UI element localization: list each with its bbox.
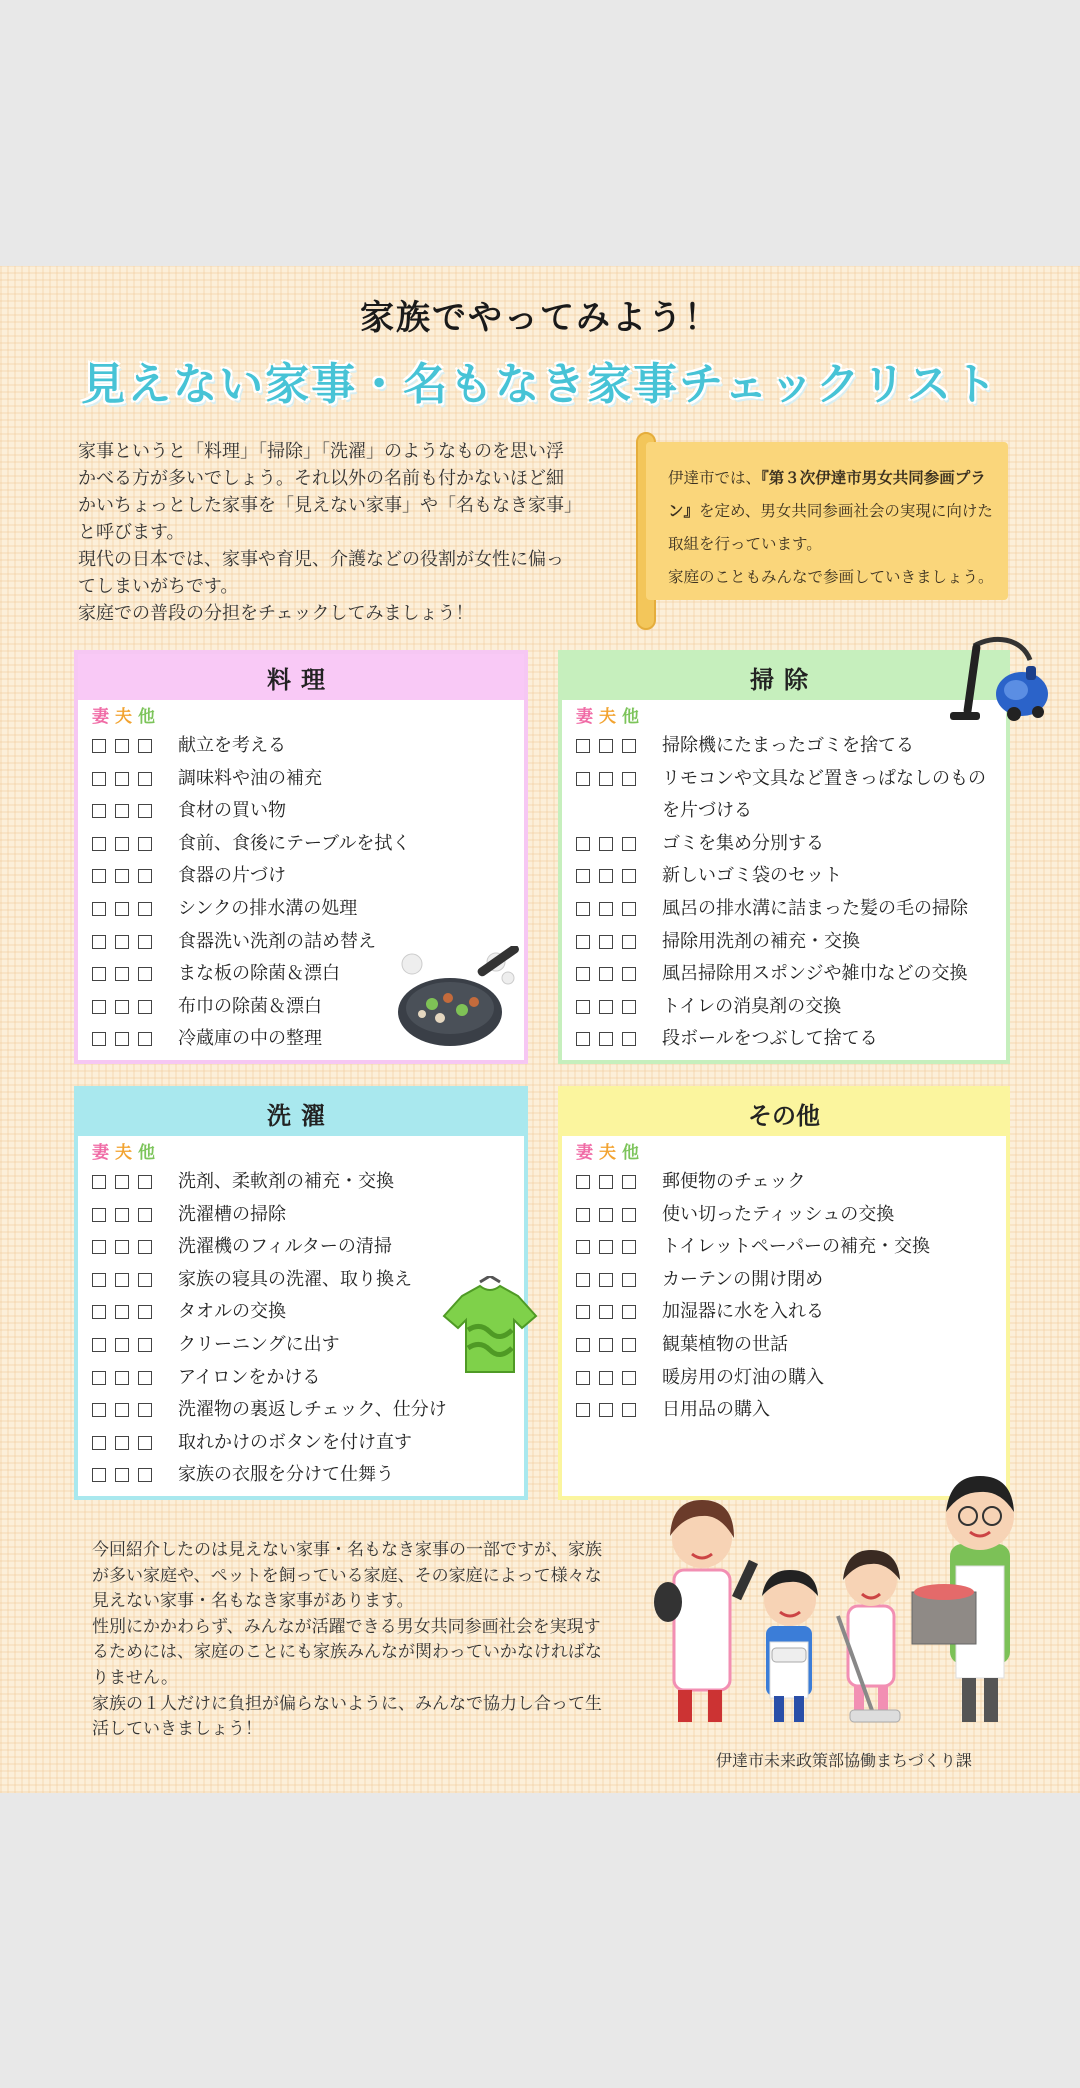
checkbox-husband[interactable] bbox=[599, 1403, 613, 1417]
checklist-item bbox=[576, 860, 1006, 893]
intro-paragraph: 現代の日本では、家事や育児、介護などの役割が女性に偏ってしまいがちです。 bbox=[78, 549, 564, 597]
checkbox-wife[interactable] bbox=[92, 1338, 106, 1352]
checkbox-husband[interactable] bbox=[115, 837, 129, 851]
checkbox-other[interactable] bbox=[138, 902, 152, 916]
checkbox-other[interactable] bbox=[138, 804, 152, 818]
legend-wife: 妻 bbox=[576, 707, 593, 727]
checkbox-group bbox=[576, 1166, 662, 1199]
checkbox-other[interactable] bbox=[622, 902, 636, 916]
checkbox-husband[interactable] bbox=[599, 869, 613, 883]
checkbox-group bbox=[92, 1231, 178, 1264]
checkbox-other[interactable] bbox=[138, 967, 152, 981]
checkbox-other[interactable] bbox=[138, 1240, 152, 1254]
checkbox-wife[interactable] bbox=[576, 1273, 590, 1287]
checkbox-other[interactable] bbox=[138, 1208, 152, 1222]
checkbox-group bbox=[92, 991, 178, 1024]
checkbox-other[interactable] bbox=[622, 837, 636, 851]
checkbox-husband[interactable] bbox=[115, 739, 129, 753]
checkbox-husband[interactable] bbox=[599, 739, 613, 753]
checkbox-wife[interactable] bbox=[576, 1000, 590, 1014]
checkbox-husband[interactable] bbox=[115, 1208, 129, 1222]
checkbox-wife[interactable] bbox=[576, 772, 590, 786]
checkbox-wife[interactable] bbox=[576, 902, 590, 916]
legend-husband: 夫 bbox=[599, 1143, 616, 1163]
checkbox-other[interactable] bbox=[622, 1338, 636, 1352]
checkbox-other[interactable] bbox=[622, 772, 636, 786]
checklist-item-label: 洗濯槽の掃除 bbox=[178, 1203, 286, 1225]
checklist-item-label: 観葉植物の世話 bbox=[662, 1333, 788, 1355]
checkbox-wife[interactable] bbox=[92, 1468, 106, 1482]
checkbox-other[interactable] bbox=[138, 1371, 152, 1385]
checklist-item-label: カーテンの開け閉め bbox=[662, 1268, 824, 1290]
checkbox-husband[interactable] bbox=[599, 1240, 613, 1254]
checkbox-husband[interactable] bbox=[115, 869, 129, 883]
legend-husband: 夫 bbox=[115, 1143, 132, 1163]
checkbox-group bbox=[92, 730, 178, 763]
checkbox-wife[interactable] bbox=[92, 804, 106, 818]
checkbox-other[interactable] bbox=[622, 1208, 636, 1222]
frying-pan-icon bbox=[392, 946, 524, 1052]
checklist bbox=[576, 730, 1006, 1056]
checklist-item-label: トイレットペーパーの補充・交換 bbox=[662, 1236, 931, 1258]
checklist-item-label: 段ボールをつぶして捨てる bbox=[662, 1028, 878, 1050]
checklist-item bbox=[92, 1427, 524, 1460]
checkbox-other[interactable] bbox=[138, 837, 152, 851]
checkbox-wife[interactable] bbox=[92, 837, 106, 851]
legend-husband: 夫 bbox=[599, 707, 616, 727]
checklist-item-label: 加湿器に水を入れる bbox=[662, 1301, 824, 1323]
closing-paragraph: 今回紹介したのは見えない家事・名もなき家事の一部ですが、家族が多い家庭や、ペットを飼っている家庭、その家庭によって様々な見えない家事・名もなき家事があります。 bbox=[92, 1540, 602, 1612]
checklist-item-label: 風呂の排水溝に詰まった髪の毛の掃除 bbox=[662, 897, 968, 919]
checklist-item-label: 献立を考える bbox=[178, 735, 286, 756]
checklist-item-label: 使い切ったティッシュの交換 bbox=[662, 1203, 895, 1225]
checkbox-other[interactable] bbox=[138, 1000, 152, 1014]
checklist-item bbox=[92, 860, 524, 893]
checkbox-wife[interactable] bbox=[576, 967, 590, 981]
closing-text bbox=[92, 1538, 612, 1743]
t-shirt-icon bbox=[440, 1276, 546, 1376]
checkbox-wife[interactable] bbox=[576, 869, 590, 883]
checkbox-wife[interactable] bbox=[92, 1273, 106, 1287]
checklist-item-label: アイロンをかける bbox=[178, 1366, 321, 1388]
checklist-item-label: シンクの排水溝の処理 bbox=[178, 897, 358, 919]
checklist-poster bbox=[0, 266, 1080, 1793]
checkbox-wife[interactable] bbox=[92, 1175, 106, 1189]
checklist-item-label: タオルの交換 bbox=[178, 1301, 286, 1323]
checkbox-group bbox=[576, 1231, 662, 1264]
scroll-line bbox=[668, 462, 994, 561]
checkbox-group bbox=[576, 763, 662, 828]
checkbox-group bbox=[576, 1023, 662, 1056]
checkbox-husband[interactable] bbox=[599, 902, 613, 916]
checklist-item bbox=[576, 1296, 1006, 1329]
checkbox-wife[interactable] bbox=[92, 1371, 106, 1385]
legend-wife: 妻 bbox=[92, 1143, 109, 1163]
checkbox-group bbox=[576, 1199, 662, 1232]
checkbox-other[interactable] bbox=[622, 1240, 636, 1254]
checkbox-group bbox=[92, 1023, 178, 1056]
checklist-item bbox=[92, 1199, 524, 1232]
checkbox-group bbox=[92, 1427, 178, 1460]
checkbox-group bbox=[92, 1394, 178, 1427]
checklist-item-label: 洗濯機のフィルターの清掃 bbox=[178, 1236, 392, 1258]
checkbox-husband[interactable] bbox=[115, 902, 129, 916]
poster-title: 見えない家事・名もなき家事チェックリスト bbox=[81, 359, 999, 410]
checklist-item bbox=[576, 763, 1006, 828]
checklist-item-label: 布巾の除菌＆漂白 bbox=[178, 995, 322, 1017]
checkbox-husband[interactable] bbox=[599, 1175, 613, 1189]
checkbox-other[interactable] bbox=[622, 1371, 636, 1385]
checkbox-wife[interactable] bbox=[576, 739, 590, 753]
checklist-item bbox=[92, 1166, 524, 1199]
checkbox-other[interactable] bbox=[138, 1305, 152, 1319]
checklist-item-label: クリーニングに出す bbox=[178, 1333, 340, 1355]
plan-name: 『第３次伊達市男女共同参画プラン』 bbox=[668, 469, 986, 520]
scroll-line: 家庭のこともみんなで参画していきましょう。 bbox=[668, 568, 994, 586]
member-legend bbox=[576, 702, 1006, 730]
checklist-item bbox=[92, 763, 524, 796]
scroll-text: を定め、男女共同参画社会の実現に向けた取組を行っています。 bbox=[668, 502, 993, 553]
section-title: 料理 bbox=[78, 654, 524, 700]
legend-husband: 夫 bbox=[115, 707, 132, 727]
checklist-item bbox=[576, 1023, 1006, 1056]
checkbox-other[interactable] bbox=[138, 1403, 152, 1417]
checkbox-husband[interactable] bbox=[115, 1403, 129, 1417]
legend-other: 他 bbox=[138, 707, 155, 727]
legend-other: 他 bbox=[138, 1143, 155, 1163]
checkbox-group bbox=[92, 795, 178, 828]
checkbox-group bbox=[576, 730, 662, 763]
checklist-item bbox=[92, 1231, 524, 1264]
checklist-item-label: 家族の寝具の洗濯、取り換え bbox=[178, 1268, 412, 1290]
checkbox-husband[interactable] bbox=[599, 1032, 613, 1046]
checkbox-wife[interactable] bbox=[576, 1032, 590, 1046]
checkbox-group bbox=[92, 1329, 178, 1362]
checklist-item bbox=[576, 730, 1006, 763]
checkbox-group bbox=[92, 1166, 178, 1199]
checkbox-group bbox=[576, 926, 662, 959]
checkbox-other[interactable] bbox=[138, 1338, 152, 1352]
checkbox-wife[interactable] bbox=[92, 1436, 106, 1450]
checklist-item-label: 食材の買い物 bbox=[178, 800, 286, 822]
member-legend bbox=[576, 1138, 1006, 1166]
checklist-item bbox=[576, 1329, 1006, 1362]
checklist-item-label: 調味料や油の補充 bbox=[178, 767, 322, 789]
checkbox-husband[interactable] bbox=[115, 1032, 129, 1046]
checkbox-husband[interactable] bbox=[115, 772, 129, 786]
checklist-item-label: 郵便物のチェック bbox=[662, 1171, 806, 1192]
checklist-item-label: 暖房用の灯油の購入 bbox=[662, 1366, 824, 1388]
checkbox-wife[interactable] bbox=[92, 739, 106, 753]
member-legend bbox=[92, 1138, 524, 1166]
checkbox-husband[interactable] bbox=[599, 967, 613, 981]
checklist-item-label: 取れかけのボタンを付け直す bbox=[178, 1431, 412, 1453]
checkbox-group bbox=[576, 860, 662, 893]
checklist-item-label: 掃除機にたまったゴミを捨てる bbox=[662, 735, 914, 756]
checklist-item bbox=[92, 828, 524, 861]
checkbox-wife[interactable] bbox=[576, 1371, 590, 1385]
checklist-item-label: ゴミを集め分別する bbox=[662, 832, 824, 854]
checklist-item bbox=[576, 1199, 1006, 1232]
legend-other: 他 bbox=[622, 707, 639, 727]
checklist-item-label: 食器の片づけ bbox=[178, 865, 286, 887]
checkbox-husband[interactable] bbox=[599, 1208, 613, 1222]
checkbox-group bbox=[92, 1296, 178, 1329]
checkbox-husband[interactable] bbox=[115, 1468, 129, 1482]
checklist-item-label: リモコンや文具など置きっぱなしのものを片づける bbox=[662, 767, 986, 822]
scroll-text: 伊達市では、 bbox=[668, 469, 762, 487]
checkbox-other[interactable] bbox=[622, 1000, 636, 1014]
intro-text bbox=[78, 438, 578, 627]
checkbox-husband[interactable] bbox=[599, 1338, 613, 1352]
section-title: 洗濯 bbox=[78, 1090, 524, 1136]
checkbox-other[interactable] bbox=[138, 1273, 152, 1287]
scroll-paper bbox=[646, 442, 1008, 600]
checkbox-other[interactable] bbox=[138, 935, 152, 949]
checklist-item bbox=[576, 991, 1006, 1024]
checkbox-group bbox=[92, 926, 178, 959]
checklist-item bbox=[576, 1166, 1006, 1199]
checkbox-wife[interactable] bbox=[576, 837, 590, 851]
intro-paragraph: 家庭での普段の分担をチェックしてみましょう！ bbox=[78, 603, 474, 624]
checkbox-husband[interactable] bbox=[599, 1273, 613, 1287]
checklist-item-label: 新しいゴミ袋のセット bbox=[662, 865, 842, 887]
checkbox-husband[interactable] bbox=[115, 1338, 129, 1352]
checkbox-other[interactable] bbox=[622, 869, 636, 883]
checkbox-wife[interactable] bbox=[576, 1338, 590, 1352]
info-scroll bbox=[628, 428, 1012, 628]
checkbox-other[interactable] bbox=[622, 1273, 636, 1287]
checkbox-husband[interactable] bbox=[115, 1273, 129, 1287]
checkbox-husband[interactable] bbox=[115, 804, 129, 818]
checkbox-other[interactable] bbox=[138, 1436, 152, 1450]
checkbox-wife[interactable] bbox=[92, 1240, 106, 1254]
checkbox-group bbox=[92, 893, 178, 926]
checkbox-other[interactable] bbox=[622, 739, 636, 753]
checkbox-wife[interactable] bbox=[92, 1032, 106, 1046]
checklist-item bbox=[576, 1264, 1006, 1297]
checkbox-other[interactable] bbox=[138, 739, 152, 753]
checkbox-wife[interactable] bbox=[92, 869, 106, 883]
checkbox-group bbox=[92, 1264, 178, 1297]
checkbox-group bbox=[576, 1329, 662, 1362]
checkbox-group bbox=[92, 1199, 178, 1232]
member-legend bbox=[92, 702, 524, 730]
checkbox-husband[interactable] bbox=[115, 1240, 129, 1254]
checklist-item-label: 食前、食後にテーブルを拭く bbox=[178, 832, 411, 854]
checkbox-wife[interactable] bbox=[92, 1000, 106, 1014]
checklist bbox=[576, 1166, 1006, 1427]
vacuum-cleaner-icon bbox=[944, 632, 1054, 740]
checkbox-group bbox=[92, 763, 178, 796]
section-title: 掃除 bbox=[562, 654, 1006, 700]
checkbox-husband[interactable] bbox=[115, 935, 129, 949]
checkbox-group bbox=[92, 828, 178, 861]
checkbox-husband[interactable] bbox=[599, 837, 613, 851]
checkbox-group bbox=[92, 1459, 178, 1492]
checkbox-husband[interactable] bbox=[115, 1436, 129, 1450]
checkbox-group bbox=[576, 1362, 662, 1395]
checklist-item bbox=[92, 730, 524, 763]
checkbox-wife[interactable] bbox=[92, 967, 106, 981]
checkbox-other[interactable] bbox=[138, 869, 152, 883]
intro-paragraph: 家事というと「料理」「掃除」「洗濯」のようなものを思い浮かべる方が多いでしょう。それ以外の名前も付かないほど細かいちょっとした家事を「見えない家事」や「名もなき家事」と呼びます。 bbox=[78, 441, 573, 543]
checkbox-other[interactable] bbox=[622, 967, 636, 981]
checkbox-group bbox=[576, 958, 662, 991]
checkbox-husband[interactable] bbox=[599, 772, 613, 786]
checkbox-other[interactable] bbox=[622, 1403, 636, 1417]
checkbox-other[interactable] bbox=[622, 1175, 636, 1189]
publisher-credit: 伊達市未来政策部協働まちづくり課 bbox=[716, 1751, 972, 1770]
legend-other: 他 bbox=[622, 1143, 639, 1163]
checklist-item bbox=[576, 828, 1006, 861]
checkbox-group bbox=[92, 860, 178, 893]
legend-wife: 妻 bbox=[92, 707, 109, 727]
checkbox-group bbox=[576, 1296, 662, 1329]
closing-paragraph: 家族の１人だけに負担が偏らないように、みんなで協力し合って生活していきましょう！ bbox=[92, 1693, 602, 1740]
family-illustration bbox=[650, 1416, 1046, 1728]
checklist-item-label: 家族の衣服を分けて仕舞う bbox=[178, 1464, 394, 1486]
section-title: その他 bbox=[562, 1090, 1006, 1136]
checkbox-group bbox=[576, 1264, 662, 1297]
checkbox-group bbox=[92, 958, 178, 991]
checkbox-wife[interactable] bbox=[92, 772, 106, 786]
checklist-item bbox=[92, 1459, 524, 1492]
checkbox-wife[interactable] bbox=[92, 1305, 106, 1319]
checklist-item-label: 洗濯物の裏返しチェック、仕分け bbox=[178, 1399, 447, 1421]
checkbox-other[interactable] bbox=[622, 1305, 636, 1319]
checkbox-wife[interactable] bbox=[576, 1305, 590, 1319]
checkbox-husband[interactable] bbox=[115, 1305, 129, 1319]
checkbox-other[interactable] bbox=[622, 935, 636, 949]
checklist-item bbox=[92, 893, 524, 926]
closing-paragraph: 性別にかかわらず、みんなが活躍できる男女共同参画社会を実現するためには、家庭のことにも家族みんなが関わっていかなければなりません。 bbox=[92, 1616, 602, 1688]
checklist-item-label: まな板の除菌＆漂白 bbox=[178, 963, 340, 985]
checklist-item bbox=[576, 958, 1006, 991]
checkbox-husband[interactable] bbox=[599, 1305, 613, 1319]
poster-subtitle: 家族でやってみよう！ bbox=[360, 298, 720, 338]
checkbox-wife[interactable] bbox=[576, 1240, 590, 1254]
checkbox-wife[interactable] bbox=[576, 1403, 590, 1417]
checklist-item-label: 日用品の購入 bbox=[662, 1399, 770, 1421]
checkbox-group bbox=[92, 1362, 178, 1395]
checkbox-husband[interactable] bbox=[599, 935, 613, 949]
checkbox-other[interactable] bbox=[138, 772, 152, 786]
checkbox-wife[interactable] bbox=[576, 935, 590, 949]
checklist-item-label: 風呂掃除用スポンジや雑巾などの交換 bbox=[662, 963, 968, 985]
checklist-item-label: トイレの消臭剤の交換 bbox=[662, 995, 842, 1017]
checkbox-group bbox=[576, 893, 662, 926]
legend-wife: 妻 bbox=[576, 1143, 593, 1163]
checkbox-husband[interactable] bbox=[115, 1175, 129, 1189]
checkbox-wife[interactable] bbox=[576, 1208, 590, 1222]
section-cleaning bbox=[558, 650, 1010, 1064]
checkbox-husband[interactable] bbox=[599, 1371, 613, 1385]
checkbox-other[interactable] bbox=[622, 1032, 636, 1046]
checklist-item-label: 掃除用洗剤の補充・交換 bbox=[662, 930, 860, 952]
checkbox-husband[interactable] bbox=[599, 1000, 613, 1014]
checkbox-husband[interactable] bbox=[115, 967, 129, 981]
checkbox-husband[interactable] bbox=[115, 1371, 129, 1385]
checkbox-group bbox=[576, 828, 662, 861]
checkbox-other[interactable] bbox=[138, 1175, 152, 1189]
checklist-item bbox=[92, 795, 524, 828]
checkbox-wife[interactable] bbox=[92, 935, 106, 949]
checkbox-wife[interactable] bbox=[92, 1208, 106, 1222]
checkbox-wife[interactable] bbox=[92, 902, 106, 916]
checkbox-other[interactable] bbox=[138, 1468, 152, 1482]
checklist-item-label: 冷蔵庫の中の整理 bbox=[178, 1028, 322, 1050]
checklist-item bbox=[92, 1394, 524, 1427]
checklist-item bbox=[576, 1362, 1006, 1395]
checklist-item bbox=[576, 926, 1006, 959]
checklist-item bbox=[576, 893, 1006, 926]
checkbox-other[interactable] bbox=[138, 1032, 152, 1046]
checkbox-group bbox=[576, 991, 662, 1024]
checkbox-husband[interactable] bbox=[115, 1000, 129, 1014]
checkbox-wife[interactable] bbox=[92, 1403, 106, 1417]
checklist-item bbox=[576, 1231, 1006, 1264]
checklist-item-label: 食器洗い洗剤の詰め替え bbox=[178, 930, 376, 952]
checklist-item-label: 洗剤、柔軟剤の補充・交換 bbox=[178, 1171, 394, 1192]
checkbox-wife[interactable] bbox=[576, 1175, 590, 1189]
